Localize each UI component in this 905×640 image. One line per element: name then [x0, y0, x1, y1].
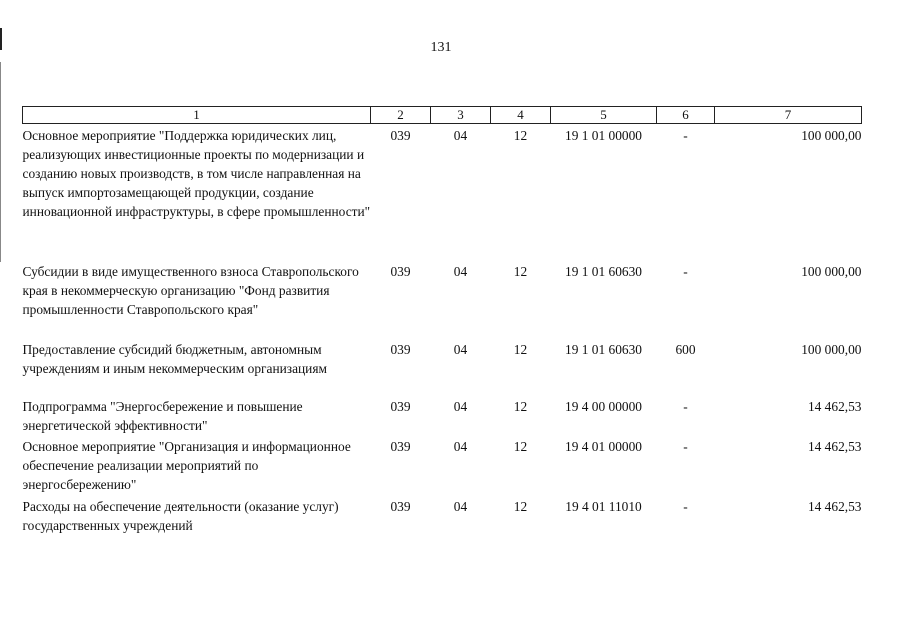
budget-table: [22, 106, 862, 537]
row-amount: 14 462,53: [807, 499, 862, 514]
row-section-code: 04: [453, 439, 468, 454]
row-expense-type: -: [683, 399, 688, 414]
row-amount: 100 000,00: [801, 342, 862, 357]
row-name: Расходы на обеспечение деятельности (оказание услуг) государственных учреждений: [22, 499, 339, 533]
header-col-7: 7: [715, 107, 862, 124]
row-name: Предоставление субсидий бюджетным, автономным учреждениям и иным некоммерческим организациям: [22, 342, 327, 376]
row-subsection-code: 12: [513, 264, 528, 279]
row-name: Субсидии в виде имущественного взноса Ставропольского края в некоммерческую организацию "Фонд развития промышленности Ставропольского края": [22, 264, 359, 317]
table-row: [23, 340, 862, 397]
row-section-code: 04: [453, 399, 468, 414]
header-col-1: 1: [23, 107, 371, 124]
row-target-item: 19 4 00 00000: [565, 399, 642, 414]
row-expense-type: 600: [675, 342, 696, 357]
row-amount: 100 000,00: [801, 264, 862, 279]
row-section-code: 04: [453, 264, 468, 279]
row-subsection-code: 12: [513, 128, 528, 143]
row-name: Основное мероприятие "Поддержка юридических лиц, реализующих инвестиционные проекты по модернизации и созданию новых производств, в том числе направленная на выпуск импортозамещающей продукции, создание инновационной инфраструктуры, в сфере промышленности": [22, 128, 371, 219]
page-number: 131: [430, 40, 452, 55]
header-col-3: 3: [431, 107, 491, 124]
row-subsection-code: 12: [513, 342, 528, 357]
row-section-code: 04: [453, 128, 468, 143]
row-subsection-code: 12: [513, 399, 528, 414]
table-row: [23, 437, 862, 497]
header-col-6: 6: [657, 107, 715, 124]
row-ministry-code: 039: [390, 499, 411, 514]
row-name: Подпрограмма "Энергосбережение и повышение энергетической эффективности": [22, 399, 303, 433]
row-expense-type: -: [683, 264, 688, 279]
table-row: [23, 497, 862, 537]
row-amount: 14 462,53: [807, 399, 862, 414]
row-ministry-code: 039: [390, 128, 411, 143]
row-name: Основное мероприятие "Организация и информационное обеспечение реализации мероприятий по энергосбережению": [22, 439, 351, 492]
row-target-item: 19 1 01 00000: [565, 128, 642, 143]
table-row: [23, 262, 862, 340]
table-header-row: [23, 107, 862, 124]
table-row: [23, 124, 862, 263]
row-expense-type: -: [683, 439, 688, 454]
table-row: [23, 397, 862, 437]
row-expense-type: -: [683, 128, 688, 143]
row-ministry-code: 039: [390, 342, 411, 357]
row-amount: 14 462,53: [807, 439, 862, 454]
row-target-item: 19 4 01 11010: [565, 499, 642, 514]
header-col-4: 4: [491, 107, 551, 124]
row-target-item: 19 4 01 00000: [565, 439, 642, 454]
row-section-code: 04: [453, 499, 468, 514]
scan-edge-line: [0, 62, 1, 262]
row-section-code: 04: [453, 342, 468, 357]
row-ministry-code: 039: [390, 399, 411, 414]
header-col-5: 5: [551, 107, 657, 124]
row-target-item: 19 1 01 60630: [565, 264, 642, 279]
row-expense-type: -: [683, 499, 688, 514]
row-amount: 100 000,00: [801, 128, 862, 143]
row-target-item: 19 1 01 60630: [565, 342, 642, 357]
header-col-2: 2: [371, 107, 431, 124]
row-ministry-code: 039: [390, 439, 411, 454]
row-subsection-code: 12: [513, 499, 528, 514]
row-ministry-code: 039: [390, 264, 411, 279]
row-subsection-code: 12: [513, 439, 528, 454]
